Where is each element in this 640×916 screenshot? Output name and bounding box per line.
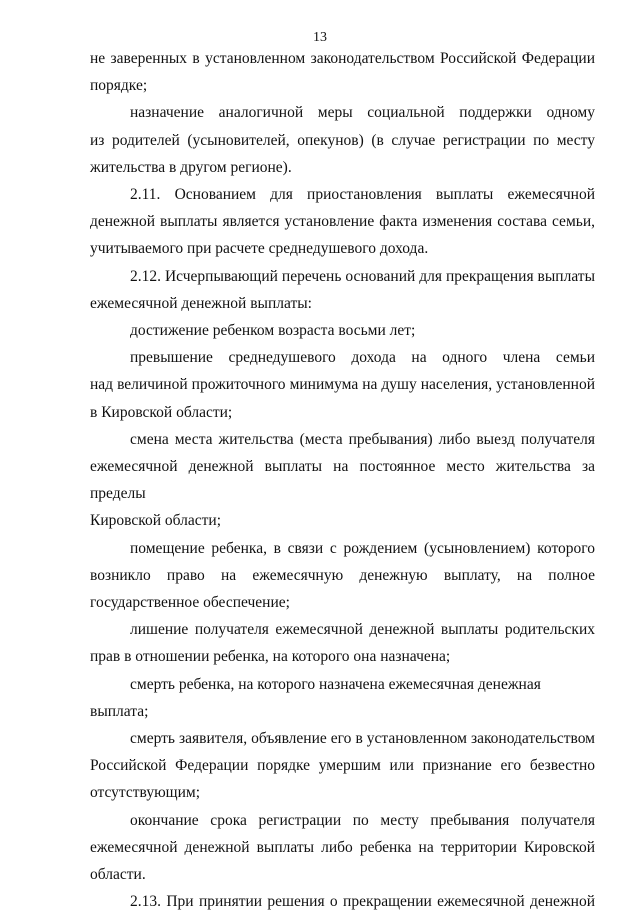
text-line: 2.12. Исчерпывающий перечень оснований для прекращения выплаты: [130, 267, 595, 285]
text-line: жительства в другом регионе).: [90, 158, 292, 176]
text-line: смена места жительства (места пребывания) либо выезд получателя: [130, 430, 595, 448]
text-line: смерть заявителя, объявление его в установленном законодательством: [130, 730, 595, 748]
text-line: 2.11. Основанием для приостановления выплаты ежемесячной: [130, 186, 595, 204]
text-line: в Кировской области;: [90, 403, 233, 421]
text-line: Российской Федерации порядке умершим или признание его безвестно: [90, 757, 595, 775]
text-line: 2.13. При принятии решения о прекращении ежемесячной денежной: [130, 893, 595, 911]
text-line: государственное обеспечение;: [90, 594, 290, 612]
text-line: области.: [90, 866, 146, 884]
text-line: денежной выплаты является установление факта изменения состава семьи,: [90, 213, 595, 231]
text-line: превышение среднедушевого дохода на одного члена семьи: [130, 349, 595, 367]
text-line: лишение получателя ежемесячной денежной выплаты родительских: [130, 621, 595, 639]
text-line: ежемесячной денежной выплаты либо ребенка на территории Кировской: [90, 838, 595, 856]
text-line: ежемесячной денежной выплаты на постоянное место жительства за пределы: [90, 458, 595, 503]
text-line: над величиной прожиточного минимума на душу населения, установленной: [90, 376, 595, 394]
text-line: возникло право на ежемесячную денежную выплату, на полное: [90, 566, 595, 584]
text-line: не заверенных в установленном законодательством Российской Федерации: [90, 50, 595, 67]
text-line: порядке;: [90, 77, 148, 95]
document-body: [90, 45, 595, 916]
text-line: ежемесячной денежной выплаты:: [90, 294, 312, 312]
text-line: учитываемого при расчете среднедушевого дохода.: [90, 240, 429, 258]
text-line: достижение ребенком возраста восьми лет;: [130, 322, 416, 340]
text-line: помещение ребенка, в связи с рождением (усыновлением) которого: [130, 539, 595, 557]
text-line: отсутствующим;: [90, 784, 201, 802]
text-line: прав в отношении ребенка, на которого она назначена;: [90, 648, 451, 666]
text-line: назначение аналогичной меры социальной поддержки одному: [130, 104, 595, 122]
text-line: смерть ребенка, на которого назначена ежемесячная денежная выплата;: [90, 675, 541, 720]
text-line: из родителей (усыновителей, опекунов) (в случае регистрации по месту: [90, 131, 595, 149]
text-line: Кировской области;: [90, 512, 222, 530]
text-line: окончание срока регистрации по месту пребывания получателя: [130, 811, 595, 829]
page-number: 13: [313, 30, 327, 45]
